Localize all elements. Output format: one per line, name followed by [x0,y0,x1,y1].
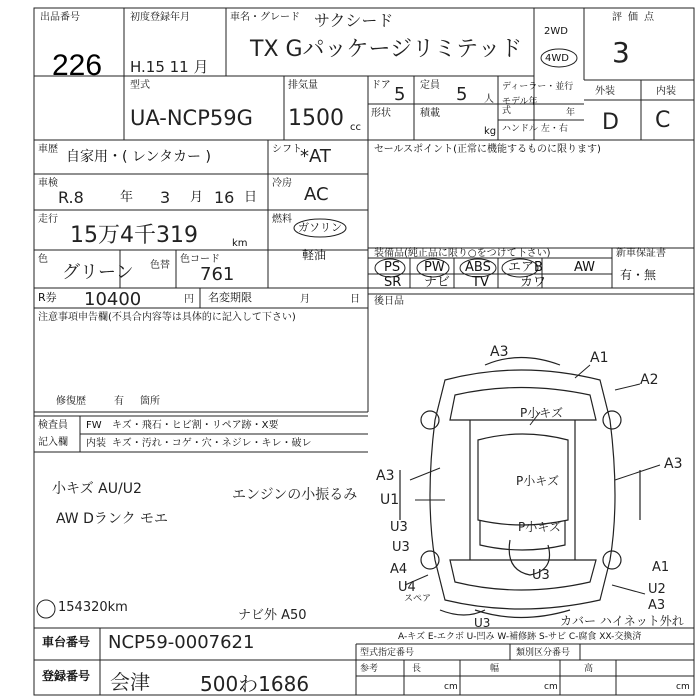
score-label: 評価点 [612,12,660,23]
repair-label: 修復歴 [56,396,86,407]
equipment-pw: PW [424,260,445,275]
recycle-value: 10400 [84,289,142,310]
dimension-reference-label: 参考 [360,664,379,674]
color-code-label: 色コード [180,254,220,265]
mark-a3-right: A3 [664,456,683,472]
fuel-light-oil: 軽油 [302,248,327,262]
mileage-unit: km [232,238,248,249]
registration-number: 500わ1686 [200,672,310,696]
inspection-year-unit: 年 [120,190,134,205]
first-registration-label: 初度登録年月 [130,12,190,23]
equipment-airbag: エアB [508,260,543,275]
recycle-unit: 円 [184,294,194,305]
rear-item-label: 後日品 [374,296,404,307]
name-change-label: 名変期限 [208,291,252,304]
registration-label: 登録番号 [42,669,91,683]
displacement-value: 1500 [288,106,344,131]
length-unit: cm [444,682,458,692]
exterior-label: 外装 [595,86,615,97]
door-label: ドア [371,80,391,91]
inspection-day-unit: 日 [244,190,258,205]
check-fw-label: FW [86,420,102,431]
mark-p-rear: P小キズ [518,520,561,534]
mark-a3-right-lower: A3 [648,598,666,613]
year-unit: 年 [566,108,576,118]
mark-u3-rear: U3 [532,568,550,583]
mark-p-roof: P小キズ [516,474,559,488]
color-label: 色 [38,254,48,265]
displacement-label: 排気量 [288,80,318,91]
handle-label: ハンドル 左・右 [502,124,568,134]
chassis-label: 車台番号 [42,635,91,649]
equipment-navi: ナビ [424,275,451,290]
drive-2wd: 2WD [544,26,568,37]
color-value: グリーン [62,262,134,283]
equipment-label: 装備品(純正品に限り○をつけて下さい) [374,248,551,259]
equipment-leather: カワ [520,275,547,290]
fuel-label: 燃料 [272,214,292,225]
repair-place: 箇所 [140,396,160,407]
sales-point-label: セールスポイント(正常に機能するものに限ります) [374,144,601,155]
height-label: 高 [584,664,594,674]
inspection-month-unit: 月 [190,190,204,205]
note-line-2: AW Dランク モエ [56,511,169,527]
car-name-label: 車名・グレード [230,12,300,23]
mark-u1-left: U1 [380,492,400,508]
inspection-label: 車検 [38,178,58,189]
capacity-label: 定員 [420,80,440,91]
mark-cover-note: カバー ハイネット外れ [560,614,684,628]
mark-u3-left-lower: U3 [392,540,410,555]
notes-label: 注意事項申告欄(不具合内容等は具体的に記入して下さい) [38,312,296,323]
dealer-label: ディーラー・並行 [502,82,574,92]
mark-a1-top: A1 [590,350,609,366]
mark-a3-top: A3 [490,344,509,360]
score-value: 3 [612,36,630,69]
first-registration-value: H.15 11 月 [130,58,209,76]
interior-label: 内装 [656,86,676,97]
check-interior-label: 内装 [86,438,106,449]
capacity-value: 5 [456,84,468,105]
check-fw-items: キズ・飛石・ヒビ割・リペア跡・X要 [112,420,279,431]
mark-a4-left: A4 [390,562,408,577]
equipment-tv: TV [472,275,489,290]
ac-value: AC [304,184,329,205]
car-name-value: サクシード [314,11,394,30]
inspection-day: 16 [214,188,235,207]
damage-legend: A-キズ E-エクボ U-凹み W-補修跡 S-サビ C-腐食 XX-交換済 [398,632,642,642]
capacity-unit: 人 [484,94,494,105]
history-value: 自家用・( レンタカー ) [66,149,211,165]
name-change-month: 月 [300,294,310,305]
mark-a3-left: A3 [376,468,395,484]
check-label-1: 検査員 [38,420,68,431]
chassis-value: NCP59-0007621 [108,632,255,653]
model-value: UA-NCP59G [130,106,253,130]
check-interior-items: キズ・汚れ・コゲ・穴・ネジレ・キレ・破レ [112,438,312,449]
inspection-month: 3 [160,188,171,207]
lot-number-label: 出品番号 [40,12,80,23]
mileage-value: 15万4千319 [70,223,198,248]
shape-label: 形状 [371,108,391,119]
spare-label: スペア [404,594,432,604]
equipment-ps: PS [384,260,401,275]
height-unit: cm [676,682,690,692]
shift-label: シフト [272,144,302,155]
model-designation-label: 型式指定番号 [360,648,415,658]
name-change-day: 日 [350,294,360,305]
mark-u2-right: U2 [648,582,666,597]
mileage-label: 走行 [38,214,58,225]
mark-u3-bottom: U3 [474,616,491,630]
note-line-4: ナビ外 A50 [238,608,307,623]
mark-a1-right: A1 [652,560,670,575]
registration-region: 会津 [110,670,150,694]
width-label: 幅 [490,664,500,674]
recycle-label: R券 [38,291,57,304]
history-label: 車歴 [38,144,58,155]
exterior-grade: D [602,110,619,135]
displacement-unit: cc [350,122,361,133]
repair-value: 有 [114,396,124,407]
note-line-1: 小キズ AU/U2 [52,481,142,497]
mark-u4-left: U4 [398,580,416,595]
interior-grade: C [655,108,671,133]
inspection-era: R.8 [58,188,84,207]
warranty-value: 有・無 [620,268,657,282]
color-code-value: 761 [200,264,235,285]
color-change-label: 色替 [150,260,170,271]
check-label-2: 記入欄 [38,437,68,448]
shift-value: *AT [300,146,331,167]
mark-u3-left: U3 [390,520,408,535]
load-unit: kg [484,126,497,137]
width-unit: cm [544,682,558,692]
fuel-gasoline: ガソリン [298,221,342,234]
equipment-sr: SR [384,275,402,290]
category-number-label: 類別区分番号 [516,648,571,658]
load-label: 積載 [420,108,440,119]
grade-value: TX Gパッケージリミテッド [250,37,523,62]
door-value: 5 [394,84,406,105]
note-mileage: 154320km [58,600,128,615]
equipment-abs: ABS [465,260,491,275]
length-label: 長 [412,664,422,674]
note-line-3: エンジンの小振るみ [232,487,358,503]
model-year-label: モデル年式 [502,97,538,116]
lot-number: 226 [52,49,103,82]
ac-label: 冷房 [272,178,292,189]
mark-a2-right: A2 [640,372,659,388]
mark-p-front: P小キズ [520,406,563,420]
equipment-aw: AW [574,260,596,275]
warranty-label: 新車保証書 [616,248,666,259]
drive-4wd: 4WD [545,53,569,64]
model-label: 型式 [130,80,150,91]
